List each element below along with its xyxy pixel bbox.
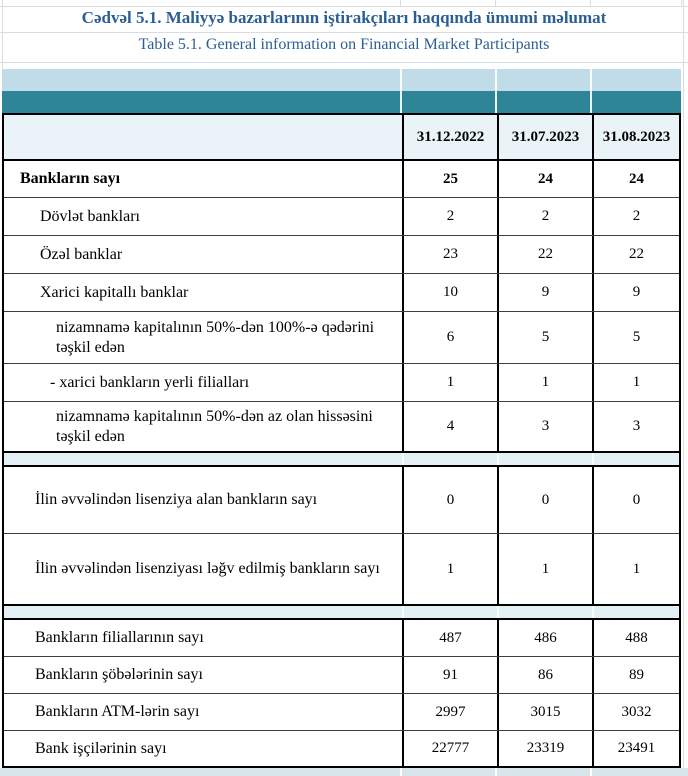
cell-value: 5 <box>632 329 641 345</box>
gridline-vertical <box>683 0 684 776</box>
column-header-row <box>4 115 679 161</box>
band-divider <box>495 69 497 91</box>
cell-value: 22 <box>629 246 644 262</box>
cell-value: 23 <box>404 236 499 273</box>
table-row <box>4 198 679 236</box>
cell-value: 3 <box>632 418 641 434</box>
cell-value: 6 <box>404 312 499 363</box>
table-row <box>4 274 679 312</box>
cell-value: 25 <box>404 161 499 197</box>
row-label: Bankların sayı <box>4 161 404 197</box>
band-divider <box>400 69 402 91</box>
band-divider <box>590 69 592 91</box>
header-band-light <box>2 69 681 91</box>
cell-value: 89 <box>629 666 644 683</box>
band-divider <box>400 91 402 113</box>
cell-value: 2 <box>499 198 594 235</box>
table-row <box>4 534 679 604</box>
band-divider <box>590 91 592 113</box>
table-row <box>4 467 679 534</box>
header-band-teal <box>2 91 681 113</box>
cell-value: 9 <box>632 284 641 300</box>
financial-participants-table <box>2 113 681 768</box>
table-row <box>4 402 679 451</box>
cell-value: 24 <box>629 170 644 187</box>
bottom-strip <box>0 768 688 776</box>
table-row <box>4 657 679 694</box>
row-label: Bankların ATM-lərin sayı <box>4 694 404 730</box>
strip-divider <box>590 768 592 776</box>
cell-value: 86 <box>499 657 594 693</box>
row-label: Özəl banklar <box>4 236 404 273</box>
cell-value: 3032 <box>621 703 652 720</box>
row-label: Dövlət bankları <box>4 198 404 235</box>
separator-divider <box>592 453 594 465</box>
cell-value: 0 <box>499 467 594 533</box>
strip-divider <box>495 768 497 776</box>
table-row <box>4 694 679 731</box>
cell-value: 5 <box>499 312 594 363</box>
table-row <box>4 161 679 198</box>
strip-divider <box>400 768 402 776</box>
row-label: - xarici bankların yerli filialları <box>4 364 404 401</box>
table-row <box>4 236 679 274</box>
row-label: Bankların şöbələrinin sayı <box>4 657 404 693</box>
table-row <box>4 364 679 402</box>
cell-value: 1 <box>499 364 594 401</box>
separator-divider <box>497 606 499 618</box>
cell-value: 0 <box>632 491 641 508</box>
cell-value: 3015 <box>499 694 594 730</box>
separator-divider <box>402 606 404 618</box>
table-row <box>4 620 679 657</box>
cell-value: 4 <box>404 402 499 451</box>
cell-value: 22777 <box>404 731 499 766</box>
separator-divider <box>402 453 404 465</box>
table-title-az: Cədvəl 5.1. Maliyyə bazarlarının iştirakçıları haqqında ümumi məlumat <box>81 8 607 27</box>
cell-value: 2 <box>404 198 499 235</box>
cell-value: 2997 <box>404 694 499 730</box>
section-separator <box>4 604 679 620</box>
table-titles <box>0 5 688 58</box>
cell-value: 1 <box>404 534 499 604</box>
row-label: nizamnamə kapitalının 50%-dən az olan hissəsini təşkil edən <box>4 402 404 451</box>
row-label: İlin əvvəlindən lisenziya alan bankların sayı <box>4 467 404 533</box>
section-separator <box>4 451 679 467</box>
table-row <box>4 312 679 364</box>
col-header-date-3: 31.08.2023 <box>602 128 671 145</box>
cell-value: 486 <box>499 620 594 656</box>
cell-value: 1 <box>404 364 499 401</box>
cell-value: 91 <box>404 657 499 693</box>
cell-value: 2 <box>632 208 641 224</box>
corner-cell <box>4 115 404 159</box>
cell-value: 3 <box>499 402 594 451</box>
cell-value: 23319 <box>499 731 594 766</box>
cell-value: 0 <box>404 467 499 533</box>
row-label: İlin əvvəlindən lisenziyası ləğv edilmiş bankların sayı <box>4 534 404 604</box>
row-label: Xarici kapitallı banklar <box>4 274 404 311</box>
band-divider <box>495 91 497 113</box>
table-title-en: Table 5.1. General information on Financial Market Participants <box>138 36 550 53</box>
gridline-horizontal <box>0 62 688 63</box>
separator-divider <box>592 606 594 618</box>
cell-value: 488 <box>625 629 648 646</box>
cell-value: 1 <box>499 534 594 604</box>
separator-divider <box>497 453 499 465</box>
cell-value: 1 <box>632 374 641 390</box>
row-label: Bank işçilərinin sayı <box>4 731 404 766</box>
col-header-date-1: 31.12.2022 <box>404 115 499 159</box>
cell-value: 1 <box>632 560 641 577</box>
cell-value: 22 <box>499 236 594 273</box>
table-row <box>4 731 679 766</box>
cell-value: 23491 <box>617 740 656 756</box>
cell-value: 24 <box>499 161 594 197</box>
cell-value: 9 <box>499 274 594 311</box>
row-label: Bankların filiallarının sayı <box>4 620 404 656</box>
row-label: nizamnamə kapitalının 50%-dən 100%-ə qədərini təşkil edən <box>4 312 404 363</box>
col-header-date-2: 31.07.2023 <box>499 115 594 159</box>
cell-value: 10 <box>404 274 499 311</box>
cell-value: 487 <box>404 620 499 656</box>
